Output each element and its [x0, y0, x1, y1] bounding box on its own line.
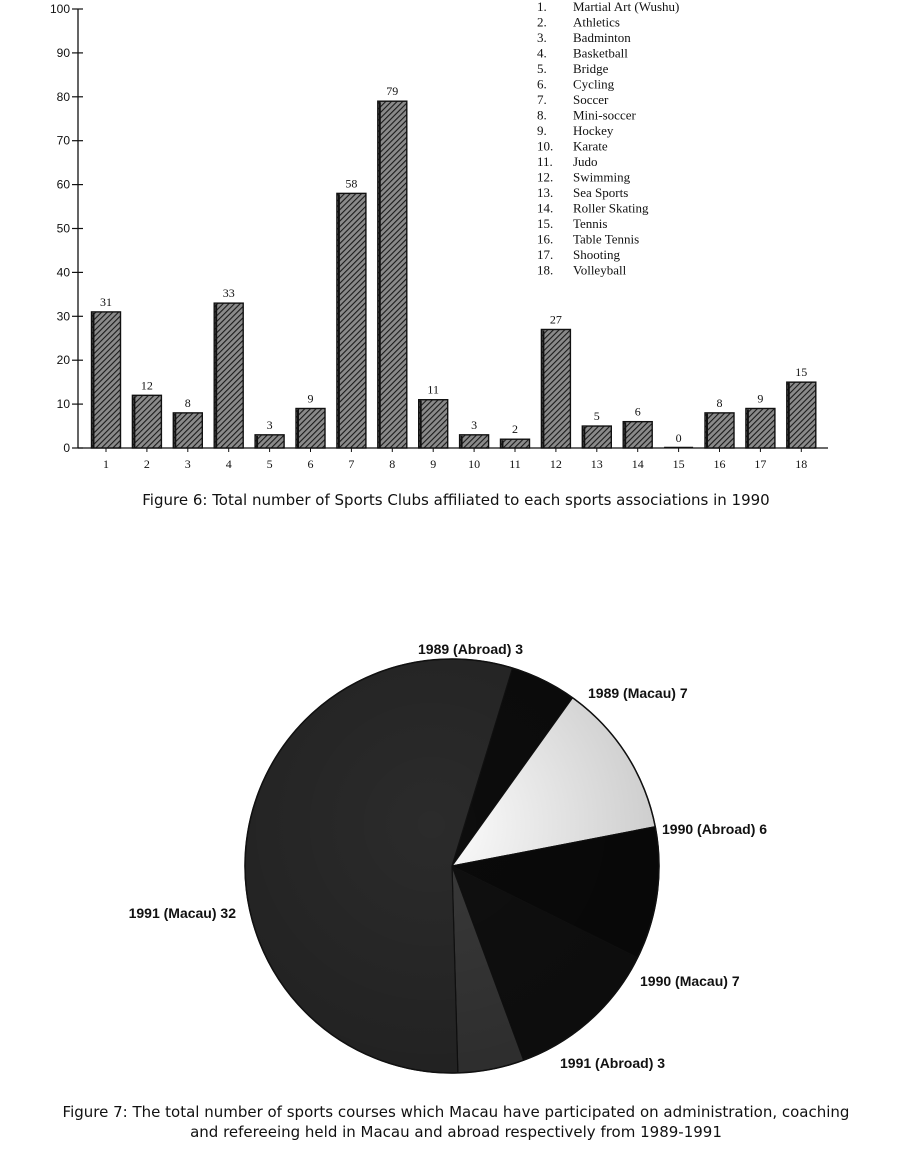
bar-16 [705, 413, 734, 448]
pie-label: 1990 (Abroad) 6 [662, 821, 768, 837]
bar-value-label: 15 [795, 365, 808, 380]
x-tick-label: 17 [754, 457, 767, 471]
bar-value-label: 58 [345, 176, 358, 191]
pie-label: 1991 (Abroad) 3 [560, 1055, 666, 1071]
bar-value-label: 8 [184, 395, 191, 410]
legend-item: Basketball [573, 45, 628, 61]
figure7-caption-line1: Figure 7: The total number of sports courses which Macau have participated on administration, coaching [62, 1103, 850, 1121]
pie-outline [245, 659, 659, 1073]
x-tick-label: 12 [549, 457, 562, 471]
bar-1 [92, 312, 121, 448]
bar-legend [537, 0, 679, 278]
x-tick-label: 5 [266, 457, 273, 471]
x-tick-label: 7 [348, 457, 355, 471]
x-tick-label: 4 [225, 457, 232, 471]
x-tick-label: 1 [103, 457, 109, 471]
bar-7 [337, 193, 366, 448]
y-tick-label: 80 [56, 89, 70, 104]
y-tick-label: 0 [63, 441, 70, 455]
legend-number: 17. [537, 247, 554, 262]
legend-number: 11. [537, 154, 553, 169]
legend-item: Badminton [573, 30, 631, 45]
bar-17 [746, 408, 775, 448]
bar-10 [460, 435, 489, 448]
legend-number: 3. [537, 30, 547, 45]
legend-item: Bridge [573, 61, 609, 76]
x-tick-label: 15 [672, 457, 685, 471]
x-tick-label: 11 [509, 457, 521, 471]
legend-number: 14. [537, 200, 554, 216]
bar-value-label: 9 [757, 391, 764, 406]
legend-item: Sea Sports [573, 185, 629, 200]
legend-item: Roller Skating [573, 200, 649, 216]
bar-value-label: 3 [266, 417, 273, 432]
legend-number: 15. [537, 216, 554, 231]
y-tick-label: 70 [56, 133, 70, 148]
legend-number: 8. [537, 107, 547, 123]
legend-number: 5. [537, 61, 547, 76]
bar-value-label: 2 [512, 422, 518, 437]
legend-item: Karate [573, 138, 608, 154]
legend-number: 12. [537, 169, 554, 185]
bar-value-label: 8 [716, 395, 723, 410]
bar-18 [787, 382, 816, 448]
bar-2 [132, 395, 161, 448]
bar-12 [541, 329, 570, 448]
bar-value-label: 5 [593, 409, 600, 424]
bar-value-label: 0 [675, 431, 682, 445]
legend-number: 6. [537, 76, 547, 92]
bar-value-label: 3 [471, 417, 478, 432]
x-tick-label: 2 [143, 457, 150, 471]
legend-number: 9. [537, 123, 547, 138]
legend-number: 7. [537, 92, 547, 107]
figure7-caption-line2: and refereeing held in Macau and abroad respectively from 1989-1991 [190, 1123, 722, 1141]
pie-label: 1991 (Macau) 32 [128, 905, 236, 921]
x-tick-label: 3 [184, 457, 191, 471]
bar-3 [173, 413, 202, 448]
bar-13 [582, 426, 611, 448]
legend-item: Mini-soccer [573, 107, 636, 123]
x-tick-label: 8 [389, 457, 396, 471]
bar-11 [501, 439, 530, 448]
legend-number: 1. [537, 0, 547, 14]
bar-chart [0, 0, 912, 490]
x-tick-label: 13 [590, 457, 603, 471]
legend-number: 13. [537, 185, 554, 200]
y-tick-label: 40 [56, 265, 70, 280]
pie-chart [0, 540, 912, 1100]
legend-item: Volleyball [573, 262, 627, 278]
legend-item: Shooting [573, 247, 620, 262]
bar-value-label: 11 [427, 382, 439, 397]
bar-5 [255, 435, 284, 448]
legend-number: 18. [537, 262, 554, 278]
x-tick-label: 14 [631, 457, 644, 471]
x-tick-label: 16 [713, 457, 726, 471]
x-tick-label: 10 [468, 457, 481, 471]
bar-value-label: 31 [100, 294, 112, 309]
bar-value-label: 79 [386, 84, 399, 99]
legend-item: Athletics [573, 14, 620, 30]
legend-item: Martial Art (Wushu) [573, 0, 680, 14]
legend-item: Table Tennis [573, 231, 640, 247]
bar-14 [623, 422, 652, 448]
bar-9 [419, 400, 448, 448]
figure7-caption [6, 1102, 906, 1142]
x-tick-label: 18 [795, 457, 808, 471]
y-tick-label: 100 [49, 2, 70, 16]
pie-label: 1990 (Macau) 7 [640, 973, 740, 989]
legend-item: Hockey [573, 123, 614, 138]
y-tick-label: 60 [56, 177, 70, 192]
bar-6 [296, 408, 325, 448]
legend-number: 16. [537, 231, 554, 247]
y-tick-label: 90 [56, 45, 70, 60]
legend-item: Cycling [573, 76, 615, 92]
bar-value-label: 12 [140, 378, 153, 393]
y-tick-label: 30 [56, 309, 70, 324]
bar-value-label: 27 [549, 312, 562, 327]
legend-number: 4. [537, 45, 547, 61]
bar-value-label: 6 [634, 404, 641, 419]
bar-value-label: 9 [307, 391, 314, 406]
y-tick-label: 10 [56, 397, 70, 412]
bar-8 [378, 101, 407, 448]
legend-item: Soccer [573, 92, 609, 107]
pie-label: 1989 (Macau) 7 [588, 685, 688, 701]
pie-label: 1989 (Abroad) 3 [418, 641, 524, 657]
bar-4 [214, 303, 243, 448]
legend-number: 10. [537, 138, 554, 154]
legend-item: Judo [573, 154, 598, 169]
figure6-caption: Figure 6: Total number of Sports Clubs affiliated to each sports associations in 1990 [142, 491, 770, 509]
bar-marks [92, 84, 816, 448]
pie-slices [245, 659, 659, 1073]
bar-value-label: 33 [222, 286, 235, 301]
x-tick-label: 9 [430, 457, 437, 471]
legend-item: Tennis [573, 216, 608, 231]
legend-number: 2. [537, 14, 547, 30]
y-tick-label: 50 [56, 221, 70, 236]
legend-item: Swimming [573, 169, 631, 185]
x-tick-label: 6 [307, 457, 314, 471]
y-tick-label: 20 [56, 353, 70, 368]
